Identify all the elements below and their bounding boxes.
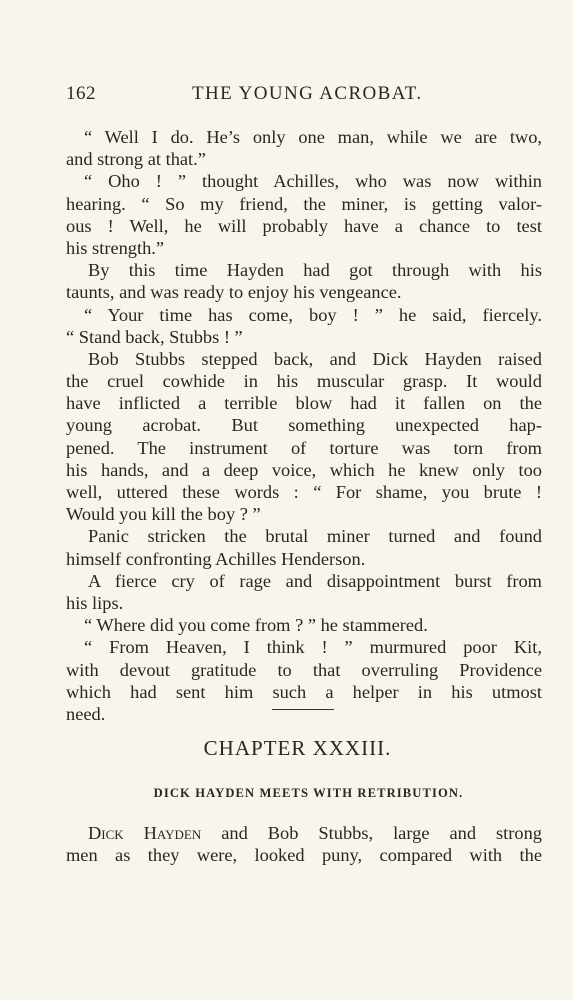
- text-line: “ Where did you come from ? ” he stammered.: [84, 615, 428, 636]
- text-line: well, uttered these words : “ For shame, you brute !: [66, 482, 542, 502]
- text-line: hearing. “ So my friend, the miner, is getting valor-: [66, 193, 542, 214]
- text-line: young acrobat. But something unexpected hap-: [66, 415, 542, 436]
- text-line: ous ! Well, he will probably have a chance to test: [66, 215, 542, 236]
- text-line: Panic stricken the brutal miner turned and found: [88, 526, 542, 547]
- text-line: Bob Stubbs stepped back, and Dick Hayden raised: [88, 348, 542, 369]
- text-line: A fierce cry of rage and disappointment burst from: [88, 570, 542, 591]
- text-line: his strength.”: [66, 237, 165, 258]
- text-line: need.: [66, 703, 106, 724]
- text-line: which had sent him such a helper in his utmost: [66, 681, 542, 702]
- text-line: and strong at that.”: [66, 149, 206, 170]
- body-text: [66, 126, 542, 725]
- running-head: [66, 83, 544, 107]
- text-line: with devout gratitude to that overruling Providence: [66, 659, 542, 680]
- opening-name: Dick Hayden: [88, 823, 202, 843]
- text-line: have inflicted a terrible blow had it fallen on the: [66, 393, 542, 414]
- text-line: Would you kill the boy ? ”: [66, 504, 261, 525]
- opening-line: men as they were, looked puny, compared with the: [66, 845, 542, 866]
- text-line: pened. The instrument of torture was torn from: [66, 437, 542, 458]
- text-line: the cruel cowhide in his muscular grasp. It would: [66, 371, 542, 392]
- text-line: “ From Heaven, I think ! ” murmured poor Kit,: [84, 637, 542, 658]
- chapter-title: CHAPTER XXXIII.: [203, 736, 392, 760]
- text-line: “ Stand back, Stubbs ! ”: [66, 326, 243, 347]
- section-divider: [272, 709, 334, 710]
- opening-line-rest: and Bob Stubbs, large and strong: [201, 823, 542, 843]
- text-line: “ Well I do. He’s only one man, while we are two,: [84, 127, 542, 147]
- chapter-subtitle: DICK HAYDEN MEETS WITH RETRIBUTION.: [153, 786, 464, 800]
- opening-line: [66, 822, 542, 844]
- page-number: 162: [66, 83, 96, 104]
- text-line: taunts, and was ready to enjoy his vengeance.: [66, 282, 402, 303]
- text-line: his lips.: [66, 592, 124, 613]
- book-title: THE YOUNG ACROBAT.: [192, 83, 423, 104]
- text-line: By this time Hayden had got through with his: [88, 260, 542, 281]
- chapter-opening: [66, 822, 542, 866]
- text-line: his hands, and a deep voice, which he knew only too: [66, 459, 542, 480]
- text-line: “ Your time has come, boy ! ” he said, fiercely.: [84, 304, 542, 325]
- text-line: himself confronting Achilles Henderson.: [66, 548, 366, 569]
- text-line: “ Oho ! ” thought Achilles, who was now within: [84, 171, 542, 192]
